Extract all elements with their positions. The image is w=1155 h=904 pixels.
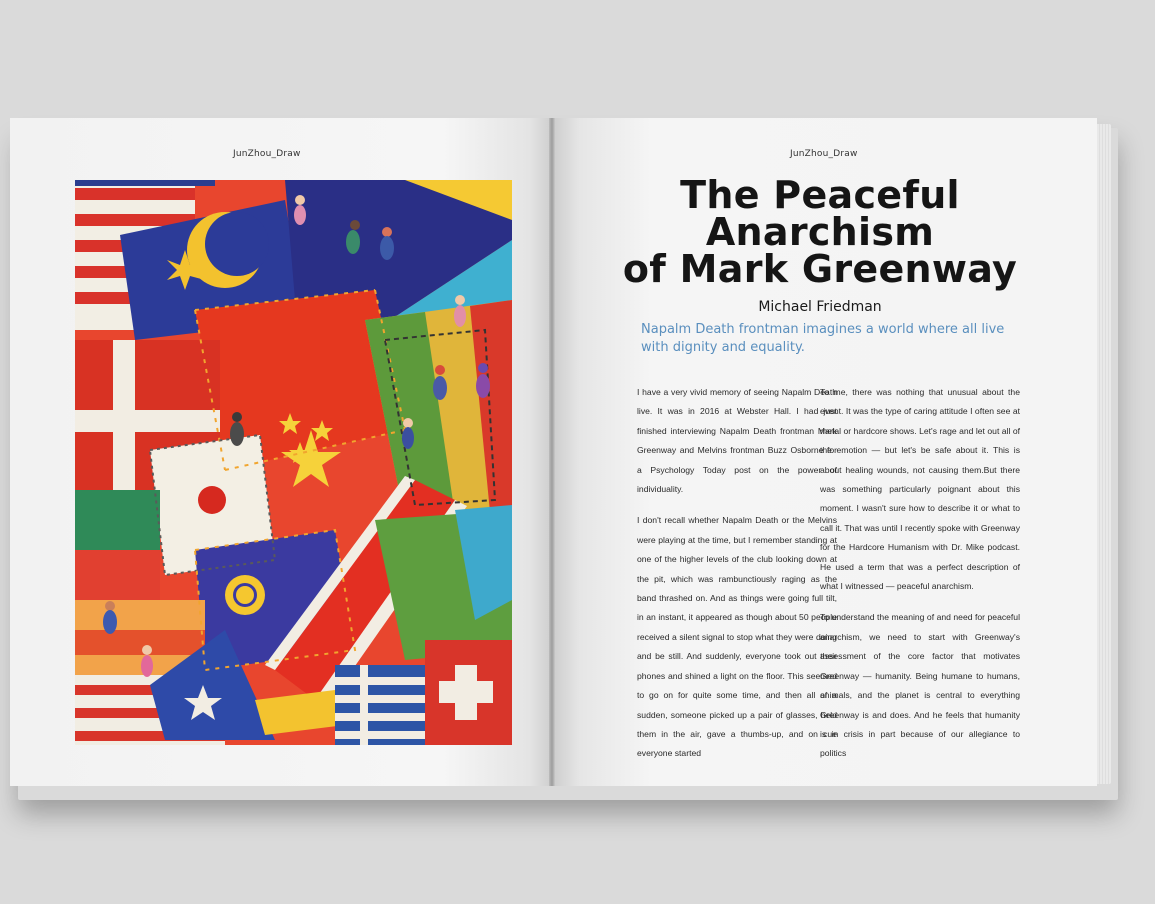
body-column-2	[820, 383, 1020, 776]
standfirst: Napalm Death frontman imagines a world where all live with dignity and equality.	[641, 322, 1005, 355]
paragraph: To understand the meaning of and need for peaceful anarchism, we need to start with Greenway's assessment of the core factor that motivates Greenway — humanity. Being humane to humans, animals, and the planet is central to everything Greenway is and does. And he feels that humanity is in crisis in part because of our allegiance to politics	[820, 612, 1020, 759]
body-column-1	[637, 383, 837, 776]
paragraph: To me, there was nothing that unusual about the event. It was the type of caring attitude I often see at metal or hardcore shows. Let's rage and let out all of the emotion — but let's be safe about it. This is about healing wounds, not causing them.But there was something particularly poignant about this moment. I wasn't sure how to describe it or what to call it. That was until I recently spoke with Greenway for the Hardcore Humanism with Dr. Mike podcast. He used a term that was a perfect description of what I witnessed — peaceful anarchism.	[820, 387, 1020, 592]
article-title	[610, 173, 1030, 291]
running-head-right: JunZhou_Draw	[790, 149, 858, 159]
spine-gutter	[549, 118, 555, 786]
page-edges	[1097, 124, 1111, 784]
flags-patchwork-illustration	[75, 180, 512, 745]
greece-flag	[335, 665, 425, 745]
paragraph: I have a very vivid memory of seeing Napalm Death live. It was in 2016 at Webster Hall. I had just finished interviewing Napalm Death frontman Mark Greenway and Melvins frontman Buzz Osborne for a Psychology Today post on the power of individuality.	[637, 387, 837, 495]
paragraph: I don't recall whether Napalm Death or the Melvins were playing at the time, but I remember standing at one of the higher levels of the club looking down at the pit, which was rambunctiously raging as the band thrashed on. And as things were going full tilt, in an instant, it appeared as though about 50 people received a silent signal to stop what they were doing and be still. And suddenly, everyone took out their phones and shined a light on the floor. This seemed to go on for quite some time, and then all of a sudden, someone picked up a pair of glasses, held them in the air, gave a thumbs-up, and on cue everyone started	[637, 515, 837, 759]
switzerland-flag	[425, 640, 512, 745]
running-head-left: JunZhou_Draw	[233, 149, 301, 159]
author-byline: Michael Friedman	[758, 299, 882, 315]
title-line-2: Anarchism	[705, 210, 935, 254]
title-line-1: The Peaceful	[680, 173, 960, 217]
title-line-3: of Mark Greenway	[622, 247, 1018, 291]
